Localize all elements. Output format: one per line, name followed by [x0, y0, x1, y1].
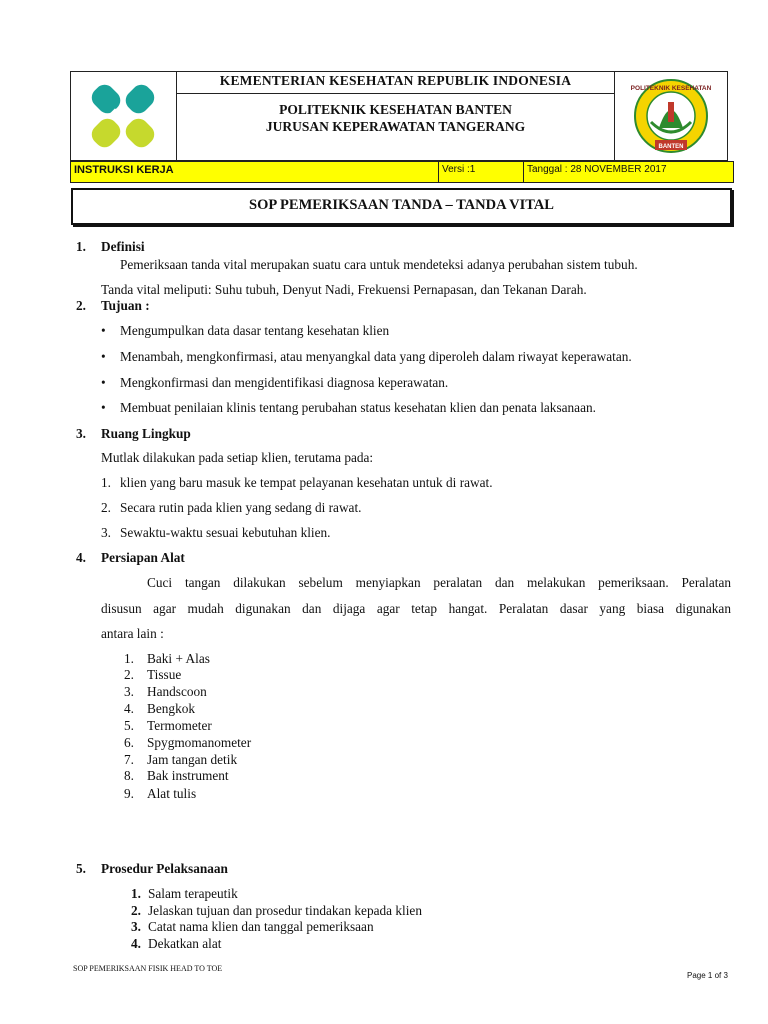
list-item-number: 1. — [124, 651, 134, 666]
list-item: Jelaskan tujuan dan prosedur tindakan kepada klien — [148, 903, 422, 918]
list-item: Catat nama klien dan tanggal pemeriksaan — [148, 919, 374, 934]
footer-doc-name: SOP PEMERIKSAAN FISIK HEAD TO TOE — [73, 964, 223, 973]
doc-version: Versi :1 — [442, 164, 476, 175]
scope-intro: Mutlak dilakukan pada setiap klien, terutama pada: — [101, 450, 374, 465]
list-item-number: 2. — [131, 903, 141, 918]
section-5-number: 5. — [76, 861, 86, 876]
list-item: Dekatkan alat — [148, 936, 222, 951]
list-item-number: 1. — [131, 886, 141, 901]
bullet-icon: • — [101, 323, 106, 338]
definition-line-1: Pemeriksaan tanda vital merupakan suatu cara untuk mendeteksi adanya perubahan sistem tubuh. — [120, 257, 638, 272]
list-item-number: 3. — [101, 525, 111, 540]
list-item-number: 7. — [124, 752, 134, 767]
info-bar — [70, 161, 734, 183]
list-item: Salam terapeutik — [148, 886, 238, 901]
list-item: Baki + Alas — [147, 651, 210, 666]
section-2-heading: Tujuan : — [101, 298, 150, 313]
list-item-number: 3. — [124, 684, 134, 699]
bullet-icon: • — [101, 400, 106, 415]
list-item: Spygmomanometer — [147, 735, 252, 750]
list-item: Bak instrument — [147, 768, 229, 783]
doc-date: Tanggal : 28 NOVEMBER 2017 — [527, 164, 667, 175]
seal-text-top: POLITEKNIK KESEHATAN — [630, 85, 712, 92]
list-item: Alat tulis — [147, 786, 197, 801]
list-item-number: 3. — [131, 919, 141, 934]
section-4-number: 4. — [76, 550, 86, 565]
bullet-icon: • — [101, 349, 106, 364]
poltekkes-seal-icon — [615, 72, 727, 160]
list-item-number: 1. — [101, 475, 111, 490]
list-item: Handscoon — [147, 684, 207, 699]
list-item-number: 2. — [124, 667, 134, 682]
list-item: Jam tangan detik — [147, 752, 238, 767]
equipment-paragraph-line-1: Cuci tangan dilakukan sebelum menyiapkan peralatan dan melakukan pemeriksaan. Peralatan — [147, 575, 731, 590]
list-item: Termometer — [147, 718, 212, 733]
list-item-number: 6. — [124, 735, 134, 750]
list-item: klien yang baru masuk ke tempat pelayanan kesehatan untuk di rawat. — [120, 475, 493, 490]
section-5-heading: Prosedur Pelaksanaan — [101, 861, 228, 876]
ministry-name: KEMENTERIAN KESEHATAN REPUBLIK INDONESIA — [219, 73, 572, 88]
section-4-heading: Persiapan Alat — [101, 550, 185, 565]
title-box — [71, 188, 732, 225]
list-item-number: 8. — [124, 768, 134, 783]
bullet-icon: • — [101, 375, 106, 390]
list-item: Secara rutin pada klien yang sedang di rawat. — [120, 500, 362, 515]
list-item: Tissue — [147, 667, 182, 682]
list-item: Menambah, mengkonfirmasi, atau menyangkal data yang diperoleh dalam riwayat keperawatan. — [120, 349, 632, 364]
section-3-number: 3. — [76, 426, 86, 441]
list-item: Bengkok — [147, 701, 196, 716]
page-title: SOP PEMERIKSAAN TANDA – TANDA VITAL — [249, 197, 554, 213]
list-item: Membuat penilaian klinis tentang perubahan status kesehatan klien dan penata laksanaan. — [120, 400, 596, 415]
section-1-heading: Definisi — [101, 239, 145, 254]
definition-line-2: Tanda vital meliputi: Suhu tubuh, Denyut Nadi, Frekuensi Pernapasan, dan Tekanan Darah. — [101, 282, 587, 297]
list-item: Mengumpulkan data dasar tentang kesehatan klien — [120, 323, 390, 338]
equipment-paragraph-line-2: disusun agar mudah digunakan dan dijaga agar tetap hangat. Peralatan dasar yang biasa digunakan — [101, 601, 731, 616]
equipment-paragraph-line-3: antara lain : — [101, 626, 164, 641]
section-3-heading: Ruang Lingkup — [101, 426, 191, 441]
list-item: Mengkonfirmasi dan mengidentifikasi diagnosa keperawatan. — [120, 375, 449, 390]
ministry-logo-icon — [71, 72, 175, 160]
section-2-number: 2. — [76, 298, 86, 313]
section-1-number: 1. — [76, 239, 86, 254]
list-item-number: 4. — [124, 701, 134, 716]
footer-page-number: Page 1 of 3 — [687, 971, 728, 980]
list-item: Sewaktu-waktu sesuai kebutuhan klien. — [120, 525, 331, 540]
list-item-number: 2. — [101, 500, 111, 515]
seal-text-bottom: BANTEN — [658, 144, 684, 150]
header-table — [70, 71, 728, 161]
institution-name: POLITEKNIK KESEHATAN BANTEN JURUSAN KEPERAWATAN TANGERANG — [265, 102, 526, 134]
doc-type: INSTRUKSI KERJA — [74, 164, 174, 176]
list-item-number: 5. — [124, 718, 134, 733]
list-item-number: 9. — [124, 786, 134, 801]
list-item-number: 4. — [131, 936, 141, 951]
